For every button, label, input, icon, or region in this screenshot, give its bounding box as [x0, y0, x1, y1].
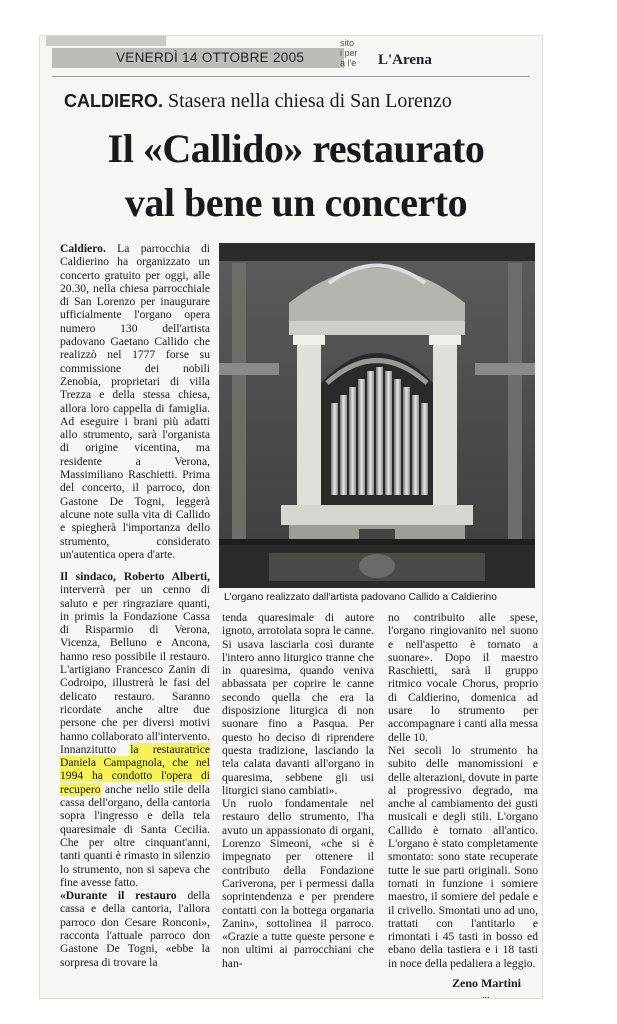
lead-in: Il sindaco, Roberto Alberti, — [60, 570, 210, 583]
newspaper-name: L'Arena — [378, 52, 432, 68]
paragraph: Un ruolo fondamentale nel restauro dello strumento, l'ha avuto un appassionato di organi, Lorenzo Simeoni, «che si è impegnato per ottenere il contributo della Fondazione Cariverona, per i permessi dalla soprintendenza e per prendere contatti con la bottega organaria Zanin», sottolinea il parroco. «Grazie a tutte queste persone e non ultimi ai parrocchiani che han- — [222, 797, 374, 970]
paragraph-text: anche nello stile della cassa dell'organo, della cantoria sopra l'ingresso e della tela quaresimale di Santa Cecilia. Che per oltre cinquant'anni, tanti quanti è rimasto in silenzio lo strumento, non si sapeva che fine avesse fatto. — [60, 782, 210, 889]
kicker — [64, 90, 452, 113]
kicker-text: Stasera nella chiesa di San Lorenzo — [168, 90, 452, 112]
column-3 — [388, 611, 538, 970]
organ-photo — [219, 243, 535, 588]
fragment-line: i per — [340, 48, 358, 58]
author-dots: ... — [482, 990, 490, 1001]
photo-caption: L'organo realizzato dall'artista padovano Callido a Caldierino — [224, 592, 497, 603]
paragraph-text: La parrocchia di Caldierino ha organizzato un concerto gratuito per oggi, alle 20.30, nella chiesa parrocchiale di San Lorenzo per inaugurare ufficialmente l'organo opera numero 130 dell'artista padovano Gaetano Callido che realizzò nel 1777 forse su commissione dei nobili Zenobia, proprietari di villa Trezza e della stessa chiesa, allora loro cappella di famiglia. Ad eseguire i brani più adatti allo strumento, sarà l'organista di origine vicentina, ma residente a Verona, Massimiliano Raschietti. Prima del concerto, il parroco, don Gastone De Togni, leggerà alcune note sulla vita di Callido e spiegherà l'importanza dello strumento, considerato un'autentica opera d'arte. — [60, 242, 210, 561]
paragraph: tenda quaresimale di autore ignoto, arrotolata sopra le canne. Si usava lasciarla così durante l'intero anno liturgico tranne che in quaresima, quando veniva abbassata per coprire le canne secondo quella che era la disposizione liturgica di non suonare fino a Pasqua. Per questo ho deciso di riprendere questa tradizione, lasciando la tela calata davanti all'organo in quaresima, sebbene gli usi liturgici siano cambiati». — [222, 611, 374, 797]
headline-line-2: val bene un concerto — [124, 180, 468, 225]
paragraph-text: interverrà per un cenno di saluto e per ringraziare quanti, in primis la Fondazione Cassa di Risparmio di Verona, Vicenza, Belluno e Ancona, hanno reso possibile il restauro. L'artigiano Francesco Zanin di Codroipo, illustrerà le fasi del delicato restauro. Saranno ricordate anche altre due persone che per diversi motivi hanno collaborato all'intervento. Innanzitutto — [60, 583, 210, 756]
author-signature: Zeno Martini — [452, 976, 521, 990]
column-1-top — [60, 242, 210, 561]
headline-line-1: Il «Callido» restaurato — [107, 126, 485, 171]
fragment-line: a l'e — [340, 58, 357, 68]
headline — [56, 122, 536, 230]
fragment-line: sito — [340, 38, 355, 48]
header-rule — [52, 76, 530, 77]
paragraph — [60, 889, 210, 969]
column-2 — [222, 611, 374, 970]
organ-illustration — [219, 243, 535, 588]
paragraph — [60, 570, 210, 889]
highlighted-text: la restauratrice Daniela Campagnola, che nel 1994 ha condotto l'opera di recupero — [60, 742, 210, 796]
issue-date: VENERDÌ 14 OTTOBRE 2005 — [116, 50, 305, 65]
lead-in: «Durante il restauro — [60, 889, 177, 903]
adjacent-article-fragment — [340, 38, 374, 68]
paragraph: Nei secoli lo strumento ha subito delle manomissioni e delle alterazioni, dovute in parte al progressivo degrado, ma anche al cambiamento dei gusti musicali e degli stili. L'organo Callido è tornato all'antico. L'organo è stato completamente smontato: sono state recuperate tutte le sue parti originali. Sono tornati in funzione i somiere maestro, il somiere del pedale e il crivello. Smontati uno ad uno, trattati con l'antitarlo e rimontati i 45 tasti in bosso ed ebano della tastiera e i 18 tasti in noce della pedaliera a leggio. — [388, 743, 538, 970]
paragraph — [60, 242, 210, 561]
torn-strip — [46, 36, 166, 46]
kicker-place: CALDIERO. — [64, 91, 163, 111]
column-1-bottom — [60, 570, 210, 969]
paragraph-text: della cassa e della cantoria, l'allora parroco don Cesare Ronconi», racconta l'attuale parroco don Gastone De Togni, «ebbe la sorpresa di trovare la — [60, 889, 210, 969]
paragraph: no contribuito alle spese, l'organo ringiovanito nel suono e nell'aspetto è tornato a suonare». Dopo il maestro Raschietti, sarà il gruppo ritmico vocale Chorus, proprio di Caldierino, domenica ad usare lo strumento per accompagnare i canti alla messa delle 10. — [388, 611, 538, 744]
lead-in: Caldiero. — [60, 242, 106, 255]
